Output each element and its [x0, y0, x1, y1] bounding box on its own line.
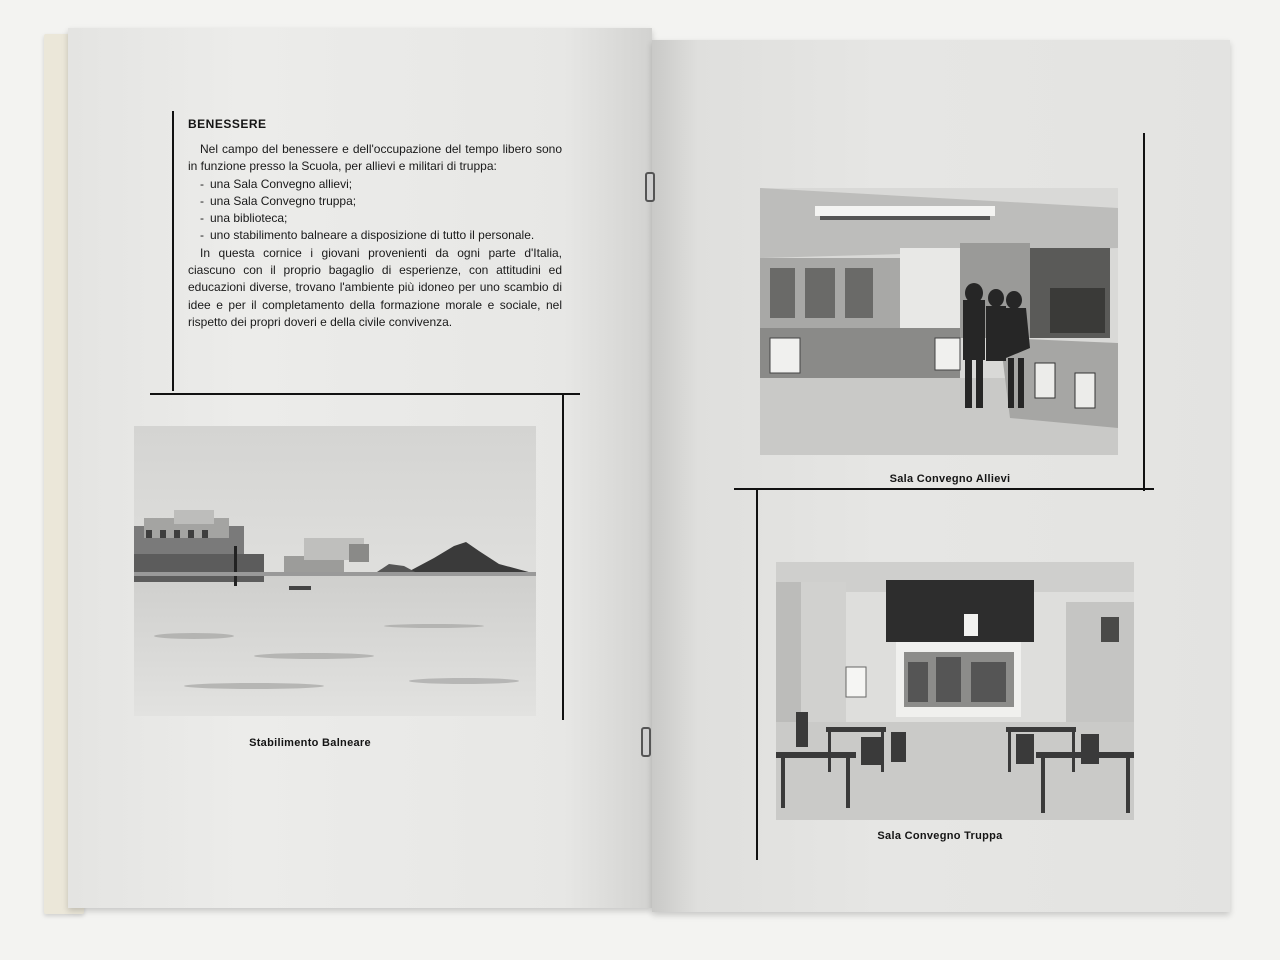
section-heading: BENESSERE	[188, 117, 267, 131]
text-box-left-rule	[172, 111, 174, 391]
allievi-hall-photo	[760, 188, 1118, 455]
top-photo-bottom-rule	[734, 488, 1154, 490]
facilities-list	[188, 176, 562, 245]
list-item: - una biblioteca;	[200, 210, 562, 227]
list-item: - uno stabilimento balneare a disposizione di tutto il personale.	[200, 227, 562, 244]
top-photo-right-rule	[1143, 133, 1145, 491]
text-box-bottom-rule	[150, 393, 580, 395]
photo-right-rule	[562, 395, 564, 720]
bottom-photo-left-rule	[756, 490, 758, 860]
allievi-hall-image	[760, 188, 1118, 455]
section-body	[188, 141, 562, 331]
beach-photo-caption: Stabilimento Balneare	[249, 737, 371, 749]
beach-photo	[134, 426, 536, 716]
staple-top	[645, 172, 655, 202]
list-item: - una Sala Convegno truppa;	[200, 193, 562, 210]
intro-paragraph: Nel campo del benessere e dell'occupazione del tempo libero sono in funzione presso la Scuola, per allievi e militari di truppa:	[188, 142, 562, 174]
staple-bottom	[641, 727, 651, 757]
truppa-hall-image	[776, 562, 1134, 820]
list-item: - una Sala Convegno allievi;	[200, 176, 562, 193]
truppa-hall-photo	[776, 562, 1134, 820]
truppa-hall-caption: Sala Convegno Truppa	[877, 830, 1003, 842]
allievi-hall-caption: Sala Convegno Allievi	[889, 473, 1011, 485]
beach-photo-image	[134, 426, 536, 716]
closing-paragraph: In questa cornice i giovani provenienti da ogni parte d'Italia, ciascuno con il proprio bagaglio di esperienze, con attitudini ed educazioni diverse, trovano l'ambiente più idoneo per uno scambio di idee e per il completamento della formazione morale e sociale, nel rispetto dei propri doveri e della civile convivenza.	[188, 245, 562, 329]
